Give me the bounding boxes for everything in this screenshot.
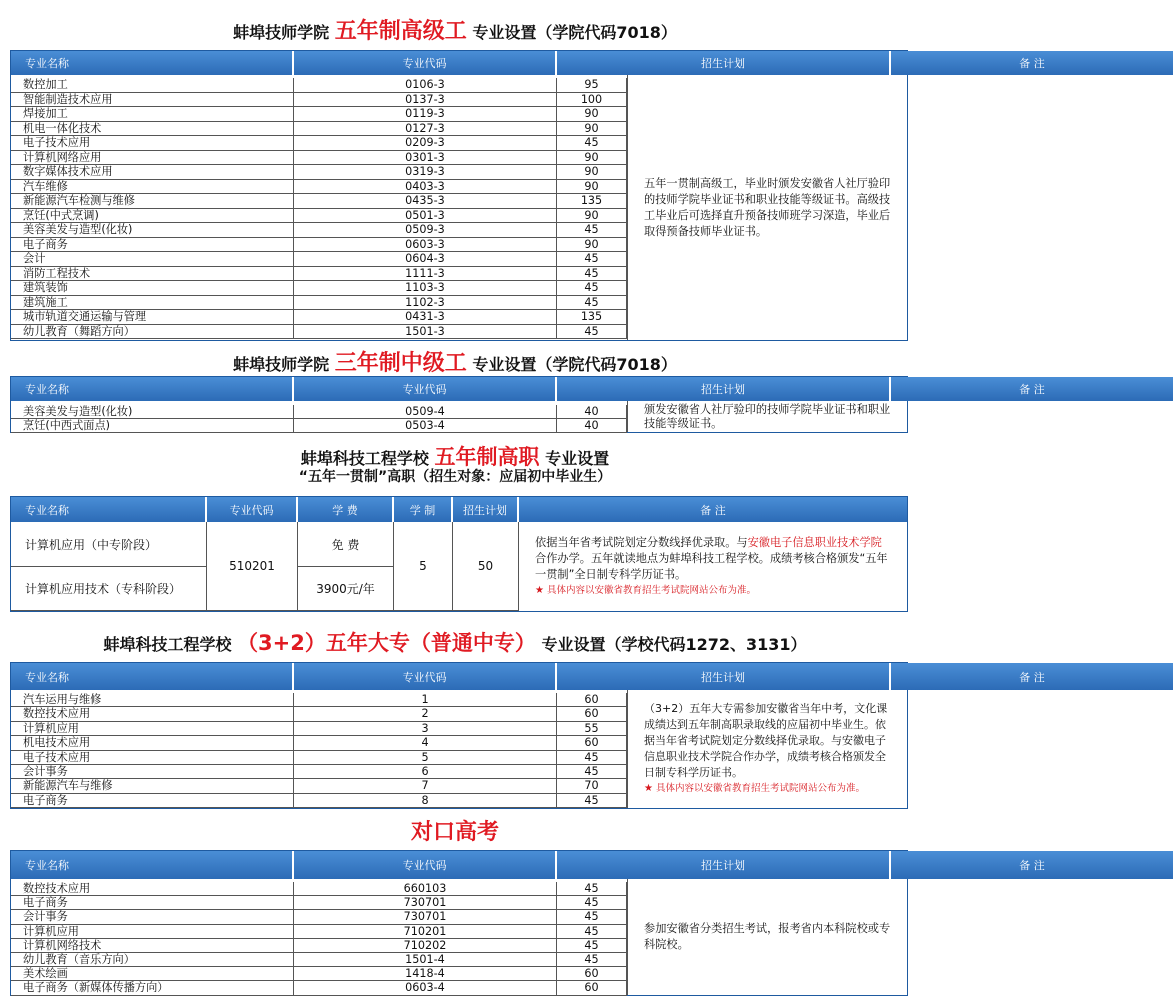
- section3-note: [519, 522, 907, 611]
- header-plan: 招生计划: [453, 497, 519, 522]
- section1-title: [0, 14, 910, 45]
- plan-cell: 40: [557, 419, 627, 433]
- plan-cell: 45: [557, 882, 627, 896]
- major-name-cell: 数控加工: [11, 78, 294, 93]
- section4-title: [0, 627, 910, 657]
- major-code-cell: 7: [294, 779, 557, 793]
- major-code-cell: 0319-3: [294, 165, 557, 180]
- major-name-cell: 会计事务: [11, 765, 294, 779]
- major-code-cell: 660103: [294, 882, 557, 896]
- section5-header-row: [11, 851, 1173, 879]
- plan-cell: 55: [557, 722, 627, 736]
- major-code-cell: 0501-3: [294, 209, 557, 224]
- plan-cell: 45: [557, 136, 627, 151]
- major-code-cell: 0503-4: [294, 419, 557, 433]
- plan-cell: 90: [557, 180, 627, 195]
- table-row: [11, 736, 627, 750]
- plan-cell: 45: [557, 794, 627, 808]
- section3-note-text-b: 合作办学。五年就读地点为蚌埠科技工程学校。成绩考核合格颁发“五年一贯制”全日制专科学历证书。: [535, 551, 888, 581]
- table-row: [11, 981, 627, 995]
- header-major-code: 专业代码: [294, 851, 557, 879]
- plan-cell: 45: [557, 751, 627, 765]
- plan-cell: 45: [557, 223, 627, 238]
- section2-note: [627, 401, 907, 432]
- section3-major-2: 计算机应用技术（专科阶段）: [11, 567, 207, 611]
- section3-plan: 50: [453, 522, 519, 611]
- major-name-cell: 美容美发与造型(化妆): [11, 223, 294, 238]
- section4-note-text: （3+2）五年大专需参加安徽省当年中考，文化课成绩达到五年制高职录取线的应届初中毕业生。依据当年省考试院划定分数线择优录取。与安徽电子信息职业技术学院合作办学，成绩考核合格颁发全日制专科学历证书。: [644, 702, 888, 779]
- plan-cell: 45: [557, 939, 627, 953]
- section2-title-school: 蚌埠技师学院: [233, 355, 330, 374]
- section1-table: [10, 50, 1045, 341]
- section1-note: [627, 75, 907, 340]
- star-icon: ★: [644, 783, 653, 794]
- major-name-cell: 计算机应用: [11, 925, 294, 939]
- plan-cell: 60: [557, 736, 627, 750]
- major-name-cell: 电子技术应用: [11, 136, 294, 151]
- plan-cell: 135: [557, 310, 627, 325]
- section4-note-star-text: 具体内容以安徽省教育招生考试院网站公布为准。: [656, 783, 866, 794]
- major-code-cell: 0509-4: [294, 405, 557, 419]
- plan-cell: 40: [557, 405, 627, 419]
- major-name-cell: 数控技术应用: [11, 707, 294, 721]
- table-row: [11, 765, 627, 779]
- major-name-cell: 智能制造技术应用: [11, 93, 294, 108]
- section2-header-row: [11, 377, 1173, 401]
- plan-cell: 45: [557, 925, 627, 939]
- major-name-cell: 城市轨道交通运输与管理: [11, 310, 294, 325]
- major-name-cell: 幼儿教育（音乐方向）: [11, 953, 294, 967]
- major-code-cell: 0435-3: [294, 194, 557, 209]
- major-name-cell: 消防工程技术: [11, 267, 294, 282]
- major-name-cell: 焊接加工: [11, 107, 294, 122]
- header-major-name: 专业名称: [11, 663, 294, 690]
- major-code-cell: 0137-3: [294, 93, 557, 108]
- major-name-cell: 电子商务: [11, 238, 294, 253]
- major-code-cell: 6: [294, 765, 557, 779]
- section4-title-school: 蚌埠科技工程学校: [103, 635, 232, 654]
- section5-title: [0, 815, 910, 846]
- header-note: 备 注: [891, 663, 1173, 690]
- plan-cell: 90: [557, 165, 627, 180]
- plan-cell: 60: [557, 693, 627, 707]
- header-note: 备 注: [891, 377, 1173, 401]
- star-icon: ★: [535, 584, 544, 596]
- major-name-cell: 新能源汽车与维修: [11, 779, 294, 793]
- table-row: [11, 707, 627, 721]
- plan-cell: 60: [557, 707, 627, 721]
- table-row: [11, 939, 627, 953]
- header-major-name: 专业名称: [11, 851, 294, 879]
- section4-note-star-line: [644, 781, 891, 797]
- section3-table: [10, 496, 908, 612]
- major-code-cell: 0403-3: [294, 180, 557, 195]
- header-major-code: 专业代码: [294, 377, 557, 401]
- major-code-cell: 0509-3: [294, 223, 557, 238]
- table-row: [11, 194, 627, 209]
- table-row: [11, 93, 627, 108]
- section3-major-1: 计算机应用（中专阶段）: [11, 522, 207, 567]
- table-row: [11, 78, 627, 93]
- plan-cell: 45: [557, 765, 627, 779]
- table-row: [11, 693, 627, 707]
- major-code-cell: 0603-4: [294, 981, 557, 995]
- major-name-cell: 会计事务: [11, 910, 294, 924]
- major-code-cell: 2: [294, 707, 557, 721]
- major-code-cell: 1418-4: [294, 967, 557, 981]
- table-row: [11, 107, 627, 122]
- major-code-cell: 1111-3: [294, 267, 557, 282]
- header-plan: 招生计划: [557, 851, 891, 879]
- major-code-cell: 0106-3: [294, 78, 557, 93]
- section3-header-row: [11, 497, 907, 522]
- header-note: 备 注: [891, 51, 1173, 75]
- major-code-cell: 0603-3: [294, 238, 557, 253]
- table-row: [11, 722, 627, 736]
- plan-cell: 90: [557, 122, 627, 137]
- header-years: 学 制: [394, 497, 453, 522]
- major-code-cell: 1103-3: [294, 281, 557, 296]
- table-row: [11, 281, 627, 296]
- table-row: [11, 910, 627, 924]
- major-code-cell: 730701: [294, 896, 557, 910]
- major-code-cell: 1: [294, 693, 557, 707]
- major-name-cell: 会计: [11, 252, 294, 267]
- major-name-cell: 新能源汽车检测与维修: [11, 194, 294, 209]
- section1-title-highlight: 五年制高级工: [334, 19, 467, 44]
- section3-years: 5: [394, 522, 453, 611]
- table-row: [11, 296, 627, 311]
- table-row: [11, 882, 627, 896]
- major-code-cell: 0301-3: [294, 151, 557, 166]
- section3-title-school: 蚌埠科技工程学校: [300, 449, 429, 468]
- plan-cell: 90: [557, 107, 627, 122]
- major-name-cell: 电子商务: [11, 794, 294, 808]
- section3-tuition-2: 3900元/年: [298, 567, 394, 611]
- plan-cell: 60: [557, 981, 627, 995]
- table-row: [11, 967, 627, 981]
- plan-cell: 95: [557, 78, 627, 93]
- section2-title: [0, 346, 910, 377]
- major-code-cell: 0604-3: [294, 252, 557, 267]
- table-row: [11, 238, 627, 253]
- table-row: [11, 165, 627, 180]
- section4-table: [10, 662, 1045, 809]
- major-name-cell: 数字媒体技术应用: [11, 165, 294, 180]
- major-name-cell: 建筑装饰: [11, 281, 294, 296]
- major-name-cell: 烹饪(中西式面点): [11, 419, 294, 433]
- table-row: [11, 925, 627, 939]
- section2-table: [10, 376, 1045, 433]
- plan-cell: 45: [557, 896, 627, 910]
- plan-cell: 45: [557, 953, 627, 967]
- major-code-cell: 710201: [294, 925, 557, 939]
- header-major-name: 专业名称: [11, 51, 294, 75]
- section4-title-suffix: 专业设置（学校代码1272、3131）: [541, 635, 807, 654]
- major-code-cell: 0119-3: [294, 107, 557, 122]
- table-row: [11, 896, 627, 910]
- header-major-name: 专业名称: [11, 497, 207, 522]
- table-row: [11, 252, 627, 267]
- major-code-cell: 1102-3: [294, 296, 557, 311]
- section3-note-partner: 安徽电子信息职业技术学院: [747, 535, 882, 549]
- header-plan: 招生计划: [557, 663, 891, 690]
- section1-title-suffix: 专业设置（学院代码7018）: [472, 23, 677, 42]
- major-name-cell: 数控技术应用: [11, 882, 294, 896]
- major-code-cell: 0209-3: [294, 136, 557, 151]
- section3-subtitle: “五年一贯制”高职（招生对象：应届初中毕业生）: [298, 469, 612, 485]
- major-code-cell: 4: [294, 736, 557, 750]
- section4-header-row: [11, 663, 1173, 690]
- section3-tuition-1: 免 费: [298, 522, 394, 567]
- major-code-cell: 3: [294, 722, 557, 736]
- table-row: [11, 180, 627, 195]
- major-name-cell: 汽车维修: [11, 180, 294, 195]
- header-major-code: 专业代码: [207, 497, 298, 522]
- section3-note-text-a: 依据当年省考试院划定分数线择优录取。与: [535, 535, 748, 549]
- major-code-cell: 710202: [294, 939, 557, 953]
- header-note: 备 注: [891, 851, 1173, 879]
- major-name-cell: 计算机网络应用: [11, 151, 294, 166]
- major-code-cell: 8: [294, 794, 557, 808]
- major-name-cell: 电子商务（新媒体传播方向）: [11, 981, 294, 995]
- major-name-cell: 建筑施工: [11, 296, 294, 311]
- plan-cell: 70: [557, 779, 627, 793]
- section1-header-row: [11, 51, 1173, 75]
- major-code-cell: 5: [294, 751, 557, 765]
- header-major-name: 专业名称: [11, 377, 294, 401]
- plan-cell: 45: [557, 252, 627, 267]
- plan-cell: 60: [557, 967, 627, 981]
- plan-cell: 45: [557, 296, 627, 311]
- section5-note: [627, 879, 907, 995]
- major-name-cell: 美容美发与造型(化妆): [11, 405, 294, 419]
- major-code-cell: 0431-3: [294, 310, 557, 325]
- major-code-cell: 730701: [294, 910, 557, 924]
- section2-note-text: 颁发安徽省人社厅验印的技师学院毕业证书和职业技能等级证书。: [644, 402, 891, 430]
- table-row: [11, 267, 627, 282]
- header-plan: 招生计划: [557, 51, 891, 75]
- plan-cell: 45: [557, 325, 627, 340]
- plan-cell: 45: [557, 910, 627, 924]
- table-row: [11, 405, 627, 419]
- table-row: [11, 136, 627, 151]
- header-tuition: 学 费: [298, 497, 394, 522]
- major-name-cell: 幼儿教育（舞蹈方向）: [11, 325, 294, 340]
- section5-note-text: 参加安徽省分类招生考试，报考省内本科院校或专科院校。: [644, 922, 891, 951]
- section4-title-highlight: （3+2）五年大专（普通中专）: [237, 631, 536, 655]
- plan-cell: 100: [557, 93, 627, 108]
- major-name-cell: 计算机网络技术: [11, 939, 294, 953]
- table-row: [11, 794, 627, 808]
- major-name-cell: 计算机应用: [11, 722, 294, 736]
- section3-code: 510201: [207, 522, 298, 611]
- table-row: [11, 419, 627, 433]
- section1-note-text: 五年一贯制高级工，毕业时颁发安徽省人社厅验印的技师学院毕业证书和职业技能等级证书。高级技工毕业后可选择直升预备技师班学习深造，毕业后取得预备技师毕业证书。: [644, 176, 891, 238]
- major-name-cell: 烹饪(中式烹调): [11, 209, 294, 224]
- table-row: [11, 953, 627, 967]
- major-name-cell: 汽车运用与维修: [11, 693, 294, 707]
- plan-cell: 90: [557, 209, 627, 224]
- table-row: [11, 325, 627, 340]
- table-row: [11, 223, 627, 238]
- plan-cell: 135: [557, 194, 627, 209]
- header-note: 备 注: [519, 497, 907, 522]
- major-code-cell: 0127-3: [294, 122, 557, 137]
- major-code-cell: 1501-3: [294, 325, 557, 340]
- section3-title-suffix: 专业设置: [545, 449, 610, 468]
- section4-note: [627, 690, 907, 808]
- table-row: [11, 209, 627, 224]
- section2-title-suffix: 专业设置（学院代码7018）: [472, 355, 677, 374]
- table-row: [11, 751, 627, 765]
- plan-cell: 45: [557, 281, 627, 296]
- major-name-cell: 电子技术应用: [11, 751, 294, 765]
- table-row: [11, 310, 627, 325]
- section3-title-highlight: 五年制高职: [434, 445, 540, 469]
- major-name-cell: 机电技术应用: [11, 736, 294, 750]
- section5-table: [10, 850, 1045, 996]
- plan-cell: 90: [557, 238, 627, 253]
- section2-title-highlight: 三年制中级工: [334, 351, 467, 376]
- table-row: [11, 779, 627, 793]
- header-plan: 招生计划: [557, 377, 891, 401]
- table-row: [11, 122, 627, 137]
- plan-cell: 45: [557, 267, 627, 282]
- header-major-code: 专业代码: [294, 663, 557, 690]
- section1-title-school: 蚌埠技师学院: [233, 23, 330, 42]
- major-name-cell: 电子商务: [11, 896, 294, 910]
- major-code-cell: 1501-4: [294, 953, 557, 967]
- section5-title-highlight: 对口高考: [410, 820, 499, 845]
- plan-cell: 90: [557, 151, 627, 166]
- table-row: [11, 151, 627, 166]
- section3-note-star-text: 具体内容以安徽省教育招生考试院网站公布为准。: [547, 584, 757, 596]
- major-name-cell: 美术绘画: [11, 967, 294, 981]
- major-name-cell: 机电一体化技术: [11, 122, 294, 137]
- section3-note-star-line: [535, 583, 891, 599]
- header-major-code: 专业代码: [294, 51, 557, 75]
